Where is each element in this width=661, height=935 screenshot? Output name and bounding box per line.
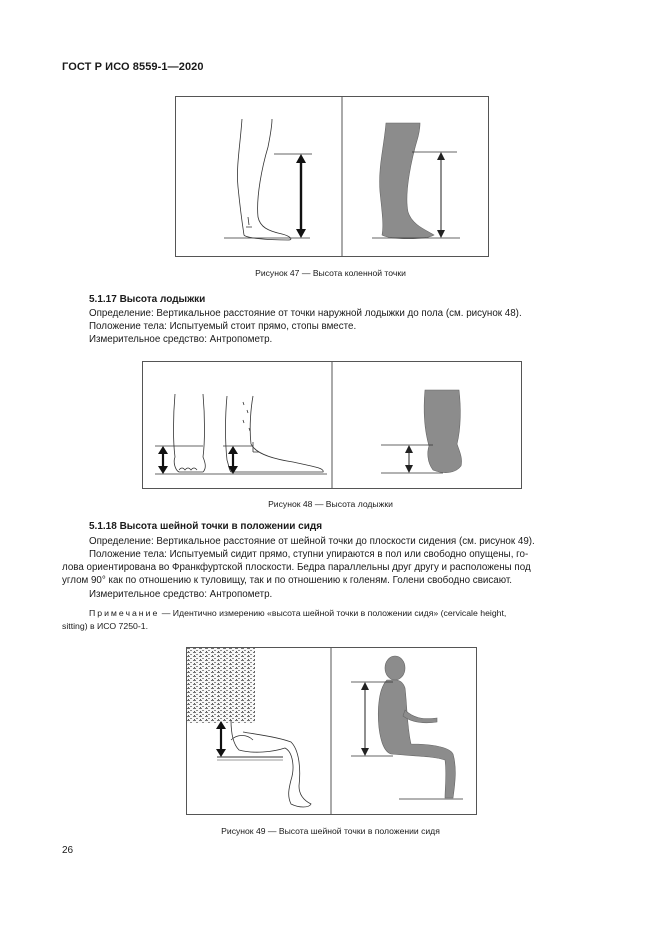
section-5-1-18-note-line-2: sitting) в ИСО 7250-1.: [62, 621, 148, 631]
knee-measure-arrow: [296, 154, 306, 238]
ankle-side-drawing: [226, 396, 324, 472]
note-text: — Идентично измерению «высота шейной точки в положении сидя» (cervicale height,: [159, 608, 507, 618]
knee-3d-figure: [380, 123, 434, 239]
seated-line-drawing: [231, 720, 311, 807]
ankle-3d-figure: [424, 390, 461, 473]
figure-49-caption: Рисунок 49 — Высота шейной точки в положении сидя: [221, 826, 440, 836]
knee-3d-measure-arrow: [437, 152, 445, 238]
figure-48-caption: Рисунок 48 — Высота лодыжки: [268, 499, 393, 509]
section-5-1-17-title: 5.1.17 Высота лодыжки: [89, 294, 206, 305]
section-5-1-17-instrument: Измерительное средство: Антропометр.: [89, 334, 273, 345]
page-number: 26: [62, 845, 74, 856]
section-5-1-18-instrument: Измерительное средство: Антропометр.: [89, 589, 273, 600]
note-label: Примечание: [89, 608, 160, 618]
section-5-1-18-definition: Определение: Вертикальное расстояние от шейной точки до плоскости сидения (см. рисунок 49).: [89, 536, 535, 547]
section-5-1-17-definition: Определение: Вертикальное расстояние от точки наружной лодыжки до пола (см. рисунок 48).: [89, 308, 522, 319]
seated-3d-figure: [378, 656, 455, 798]
section-5-1-18-position-line-3: углом 90° как по отношению к туловищу, так и по отношению к голеням. Голени свободно свисают.: [62, 575, 512, 586]
ankle-front-drawing: [174, 394, 206, 472]
section-5-1-18-position-line-2: лова ориентирована во Франкфуртской плоскости. Бедра параллельны друг другу и расположены под: [62, 562, 531, 573]
section-5-1-17-position: Положение тела: Испытуемый стоит прямо, стопы вместе.: [89, 321, 357, 332]
figure-47: [175, 96, 489, 257]
section-5-1-18-position-line-1: Положение тела: Испытуемый сидит прямо, ступни упираются в пол или свободно опущены, го-: [89, 549, 529, 560]
document-header: ГОСТ Р ИСО 8559-1—2020: [62, 61, 204, 73]
figure-48: [142, 361, 522, 489]
figure-49: [186, 647, 477, 815]
ankle-3d-arrow: [405, 445, 413, 473]
section-5-1-18-note-line-1: [89, 607, 601, 619]
knee-line-drawing: [237, 119, 290, 240]
seated-line-arrow: [216, 721, 226, 757]
ankle-front-arrow: [158, 446, 168, 474]
seated-3d-arrow: [361, 682, 369, 756]
section-5-1-18-title: 5.1.18 Высота шейной точки в положении сидя: [89, 521, 323, 532]
figure-47-caption: Рисунок 47 — Высота коленной точки: [255, 268, 406, 278]
